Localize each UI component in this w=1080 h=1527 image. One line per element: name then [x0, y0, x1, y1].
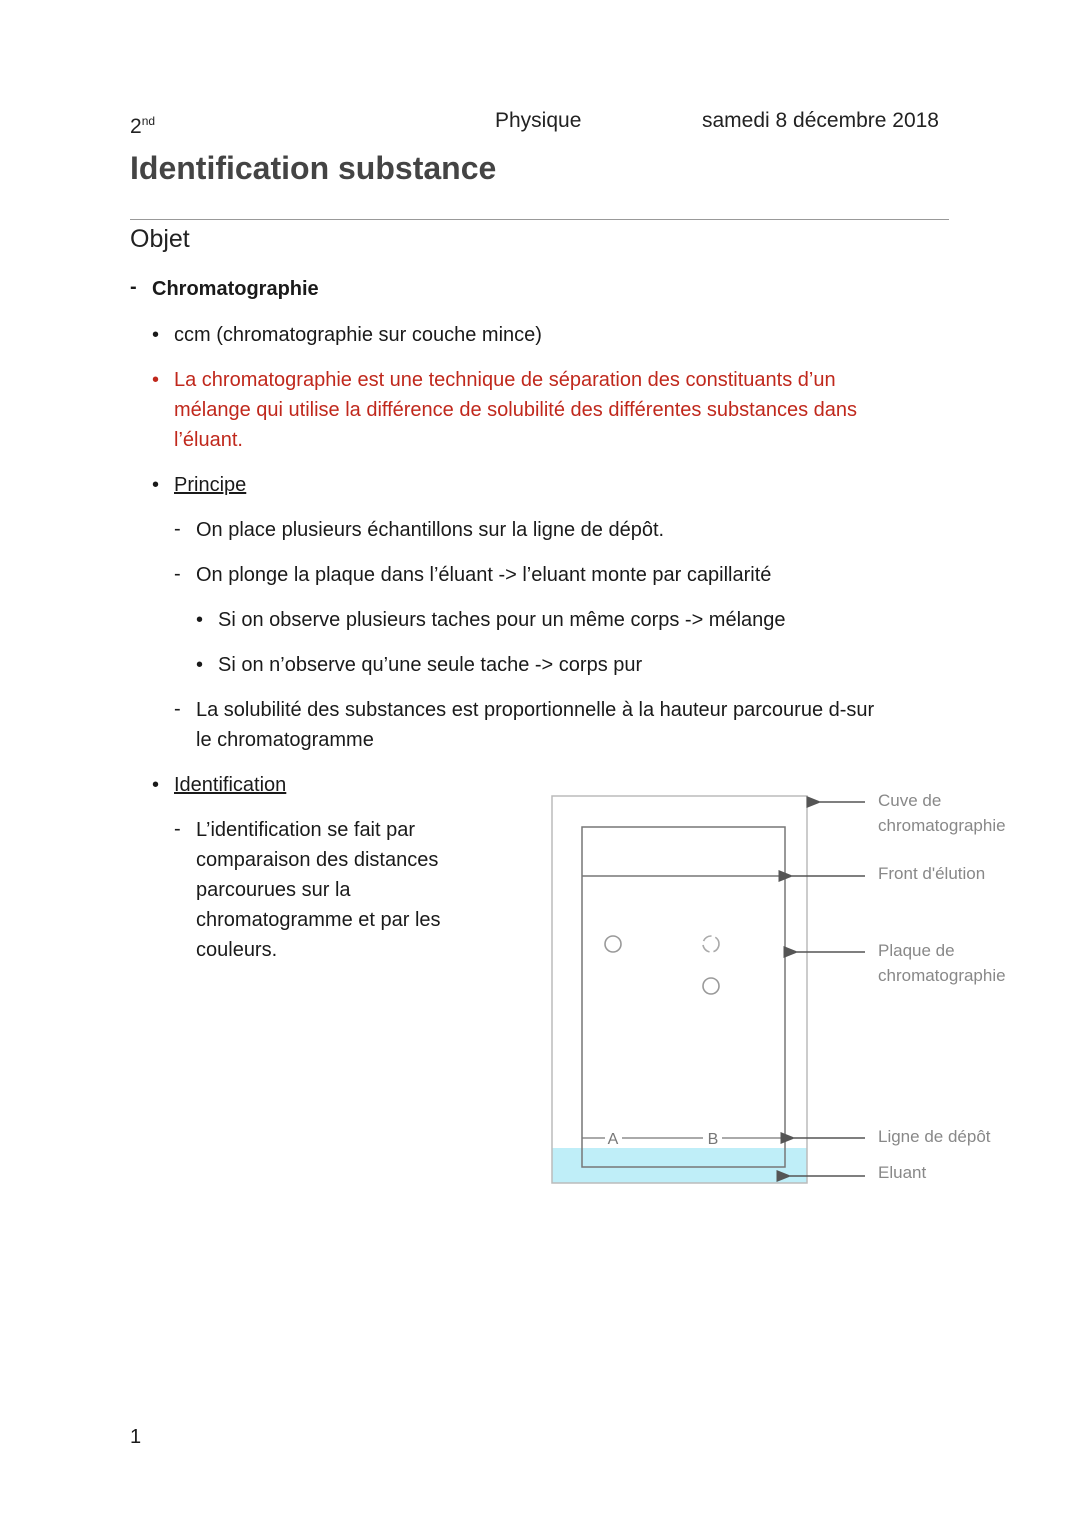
- identification-line: couleurs.: [196, 939, 278, 961]
- divider: [130, 219, 949, 220]
- dash-marker: -: [174, 698, 181, 720]
- label-plaque: chromatographie: [878, 966, 1006, 985]
- bullet: •: [152, 369, 160, 391]
- principe-step: On plonge la plaque dans l’éluant -> l’eluant monte par capillarité: [196, 564, 772, 586]
- principe-step: On place plusieurs échantillons sur la ligne de dépôt.: [196, 519, 665, 541]
- tank-outline: [552, 796, 807, 1183]
- dash-marker: -: [174, 818, 181, 840]
- page-number: 1: [130, 1426, 142, 1448]
- definition-line: La chromatographie est une technique de séparation des constituants d’un: [174, 369, 836, 391]
- page-title: Identification substance: [130, 150, 497, 186]
- spot: [703, 936, 719, 952]
- identification-line: comparaison des distances: [196, 849, 439, 871]
- solubilite-line: le chromatogramme: [196, 729, 374, 751]
- spot: [703, 978, 719, 994]
- spot: [605, 936, 621, 952]
- item-ccm: ccm (chromatographie sur couche mince): [174, 324, 542, 346]
- observation: Si on n’observe qu’une seule tache -> corps pur: [218, 654, 643, 676]
- bullet: •: [152, 474, 160, 496]
- bullet: •: [152, 774, 160, 796]
- chromatography-diagram: [540, 780, 1040, 1200]
- bullet: •: [152, 324, 160, 346]
- label-cuve: Cuve de: [878, 791, 942, 810]
- label-ligne: Ligne de dépôt: [878, 1127, 991, 1146]
- label-plaque: Plaque de: [878, 941, 955, 960]
- definition-line: mélange qui utilise la différence de solubilité des différentes substances dans: [174, 399, 858, 421]
- dash-marker: -: [174, 563, 181, 585]
- observation: Si on observe plusieurs taches pour un même corps -> mélange: [218, 609, 786, 631]
- item-principe: Principe: [174, 474, 247, 496]
- section-title: Objet: [130, 225, 190, 253]
- identification-line: L’identification se fait par: [196, 819, 416, 841]
- dash-marker: -: [174, 518, 181, 540]
- heading-chromatographie: Chromatographie: [152, 278, 319, 300]
- item-identification: Identification: [174, 774, 287, 796]
- identification-line: chromatogramme et par les: [196, 909, 441, 931]
- definition-line: l’éluant.: [174, 429, 243, 451]
- identification-line: parcourues sur la: [196, 879, 351, 901]
- header-date: samedi 8 décembre 2018: [702, 109, 939, 132]
- spot-label-b: B: [707, 1131, 719, 1148]
- solubilite-line: La solubilité des substances est proportionnelle à la hauteur parcourue d-sur: [196, 699, 875, 721]
- spot-label-a: A: [607, 1131, 619, 1148]
- label-eluant: Eluant: [878, 1163, 927, 1182]
- label-front: Front d'élution: [878, 864, 986, 883]
- header-level: 2nd: [130, 114, 156, 138]
- label-cuve: chromatographie: [878, 816, 1006, 835]
- eluant-liquid: [552, 1148, 807, 1183]
- dash-marker: -: [130, 276, 137, 298]
- bullet: •: [196, 654, 204, 676]
- bullet: •: [196, 609, 204, 631]
- plate-outline: [582, 827, 785, 1167]
- header-subject: Physique: [495, 109, 582, 132]
